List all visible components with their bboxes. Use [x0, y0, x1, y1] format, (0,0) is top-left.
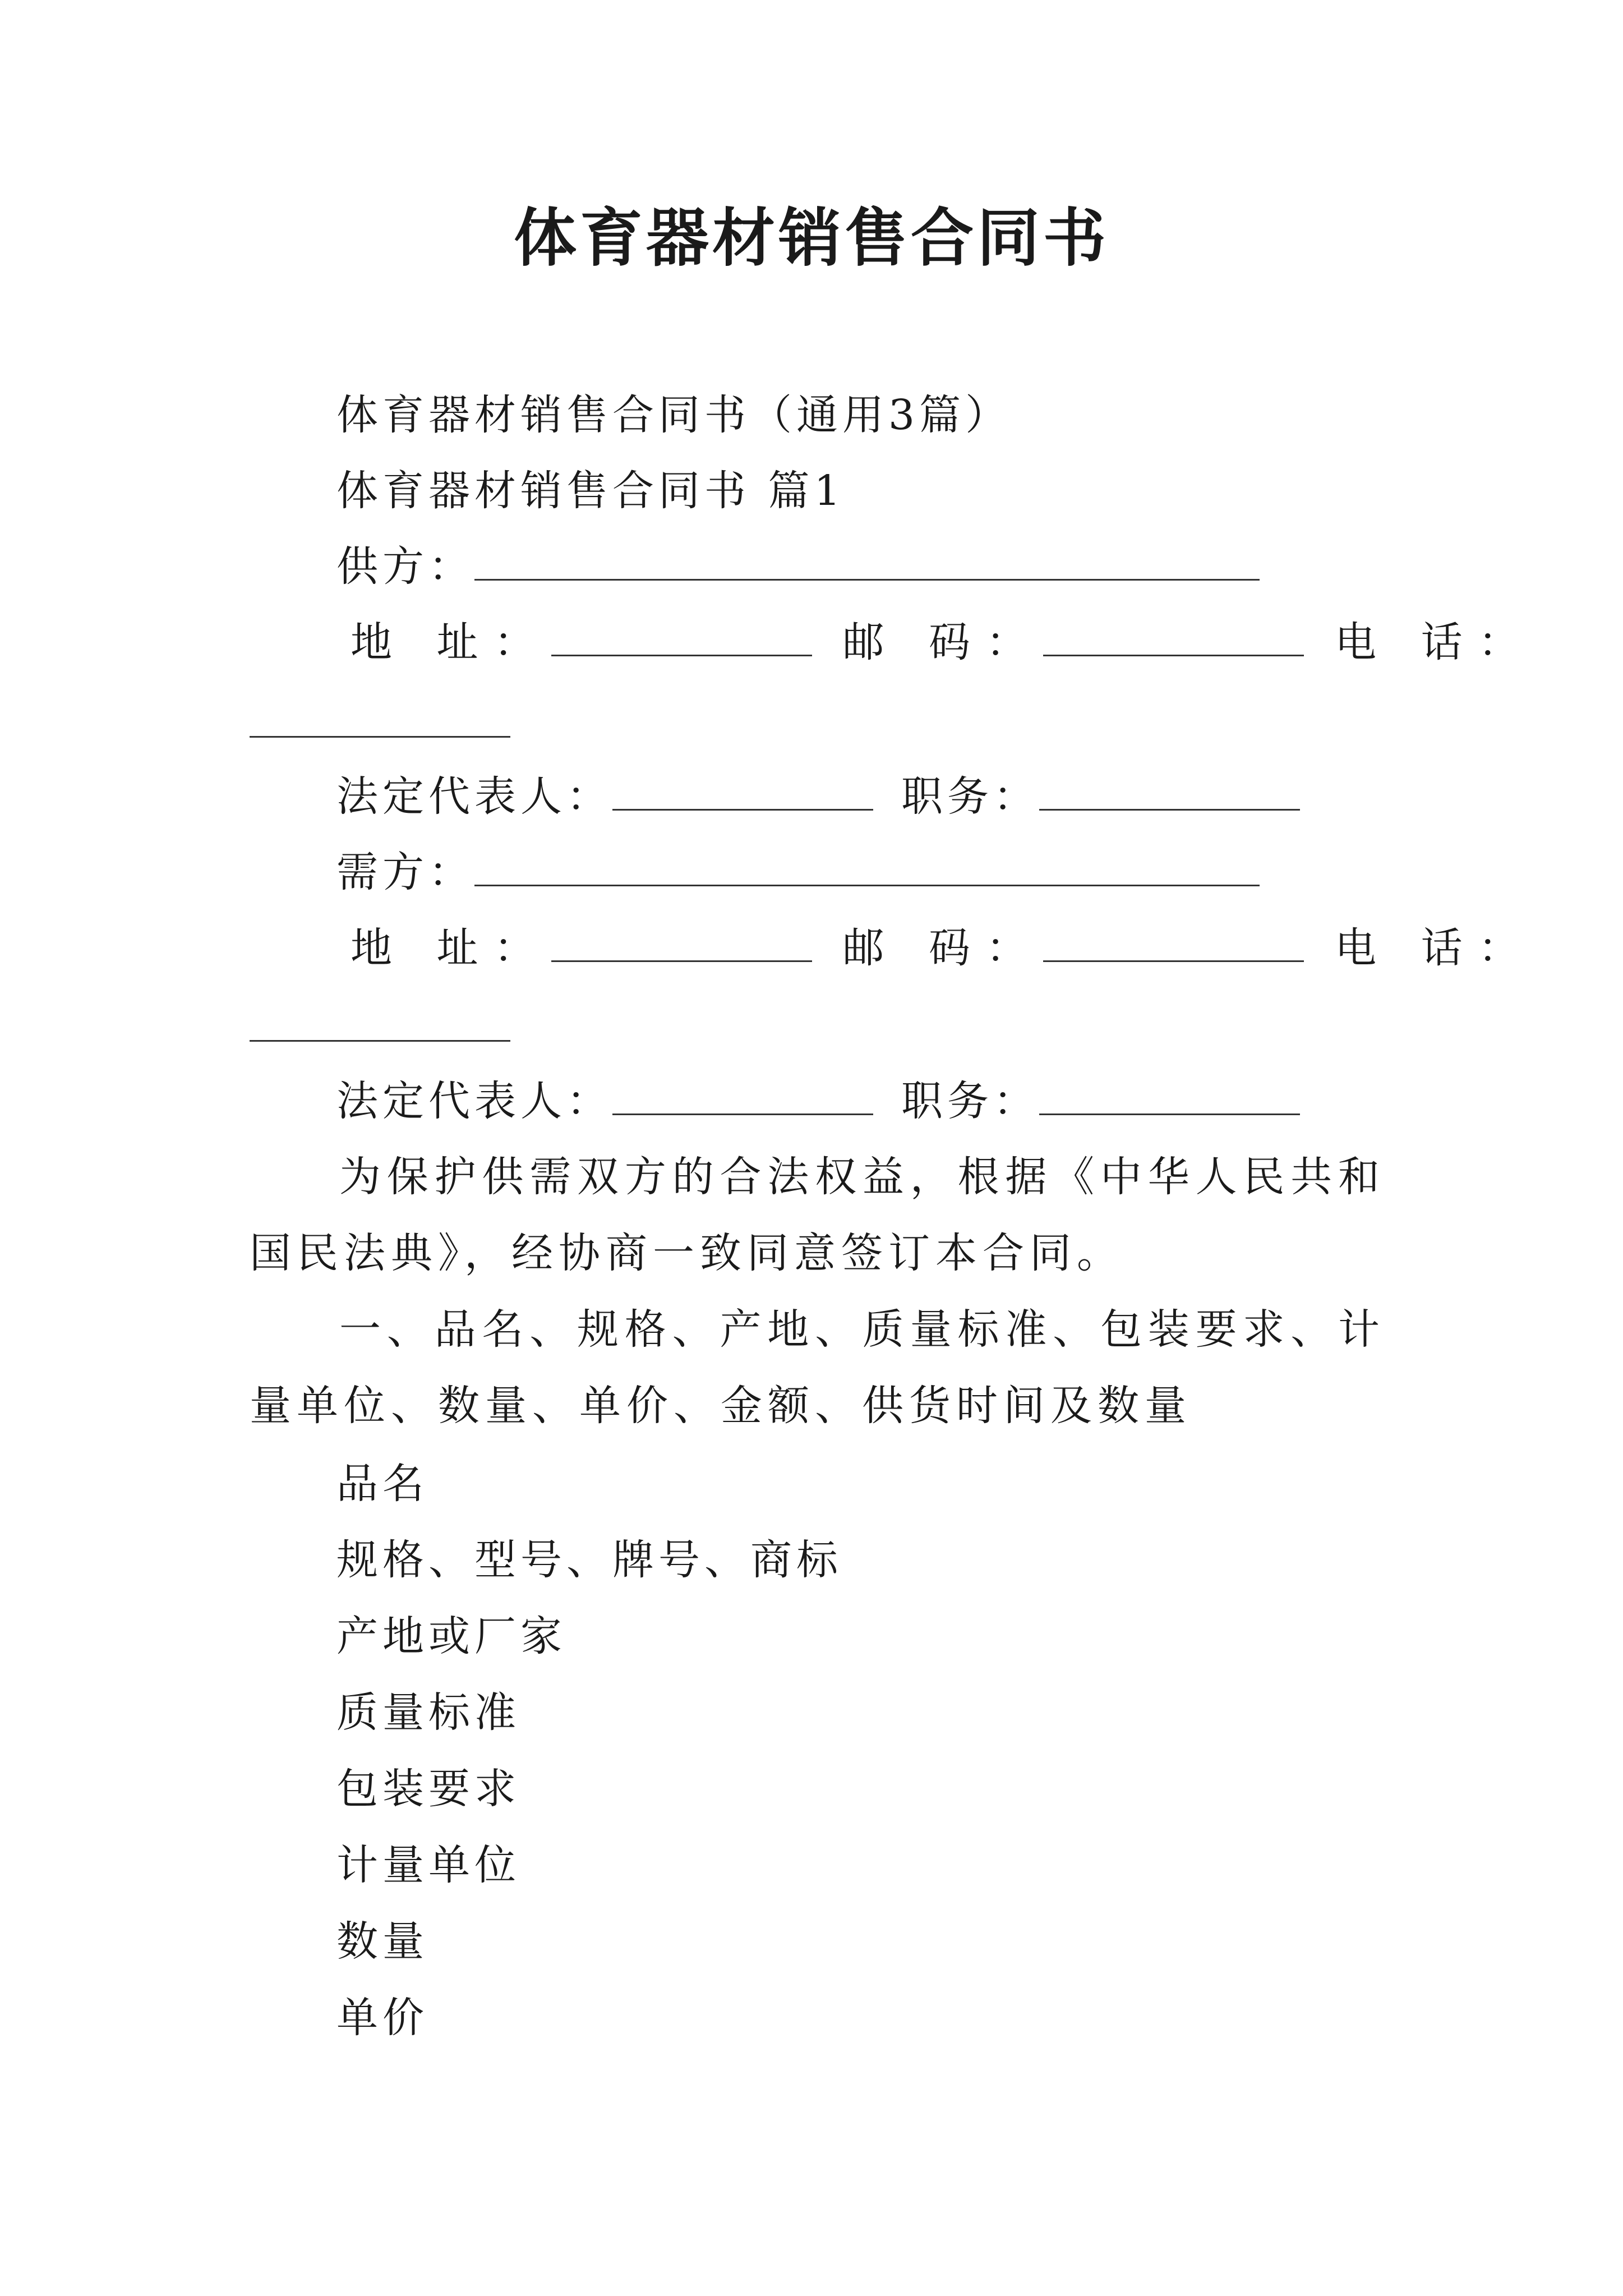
buyer-position-blank[interactable] — [1039, 1080, 1300, 1115]
supplier-rep-label: 法定代表人： — [336, 772, 612, 821]
buyer-address-blank[interactable] — [551, 927, 812, 962]
supplier-phone-label: 电 话： — [1335, 618, 1536, 666]
supplier-phone-row — [250, 696, 510, 752]
list-item: 单价 — [336, 1994, 428, 2042]
list-item: 计量单位 — [336, 1841, 520, 1889]
list-item: 数量 — [336, 1917, 428, 1966]
buyer-position-label: 职务： — [901, 1077, 1039, 1125]
section-heading: 体育器材销售合同书 篇1 — [336, 467, 845, 515]
buyer-rep-row — [336, 1073, 1300, 1129]
buyer-phone-label: 电 话： — [1335, 924, 1536, 972]
buyer-rep-label: 法定代表人： — [336, 1077, 612, 1125]
list-item: 产地或厂家 — [336, 1612, 566, 1660]
list-item: 包装要求 — [336, 1765, 520, 1813]
buyer-postcode-blank[interactable] — [1043, 927, 1304, 962]
supplier-label: 供方： — [336, 542, 474, 591]
buyer-address-label: 地 址： — [351, 924, 551, 972]
supplier-rep-row — [336, 769, 1300, 825]
buyer-name-blank[interactable] — [474, 851, 1260, 886]
buyer-rep-blank[interactable] — [612, 1080, 873, 1115]
list-item: 规格、型号、牌号、商标 — [336, 1536, 842, 1584]
list-item: 品名 — [336, 1460, 428, 1508]
supplier-postcode-label: 邮 码： — [842, 618, 1044, 666]
supplier-phone-blank[interactable] — [250, 702, 510, 738]
list-item: 质量标准 — [336, 1688, 520, 1737]
supplier-position-blank[interactable] — [1039, 775, 1300, 811]
buyer-label: 需方： — [336, 848, 474, 896]
supplier-postcode-blank[interactable] — [1043, 621, 1304, 656]
supplier-row — [336, 539, 1260, 595]
document-subtitle: 体育器材销售合同书（通用3篇） — [336, 391, 1012, 439]
supplier-position-label: 职务： — [901, 772, 1039, 821]
supplier-rep-blank[interactable] — [612, 775, 873, 811]
supplier-contact-row — [351, 614, 1536, 670]
clause-one: 一、品名、规格、产地、质量标准、包装要求、计量单位、数量、单价、金额、供货时间及数量 — [250, 1305, 1385, 1430]
intro-paragraph: 为保护供需双方的合法权益，根据《中华人民共和国民法典》，经协商一致同意签订本合同。 — [250, 1153, 1385, 1277]
buyer-postcode-label: 邮 码： — [842, 924, 1044, 972]
buyer-phone-row — [250, 1000, 510, 1056]
document-title: 体育器材销售合同书 — [514, 201, 1109, 275]
buyer-phone-blank[interactable] — [250, 1006, 510, 1042]
supplier-address-label: 地 址： — [351, 618, 551, 666]
supplier-name-blank[interactable] — [474, 545, 1260, 581]
supplier-address-blank[interactable] — [551, 621, 812, 656]
buyer-row — [336, 844, 1260, 900]
buyer-contact-row — [351, 920, 1536, 976]
